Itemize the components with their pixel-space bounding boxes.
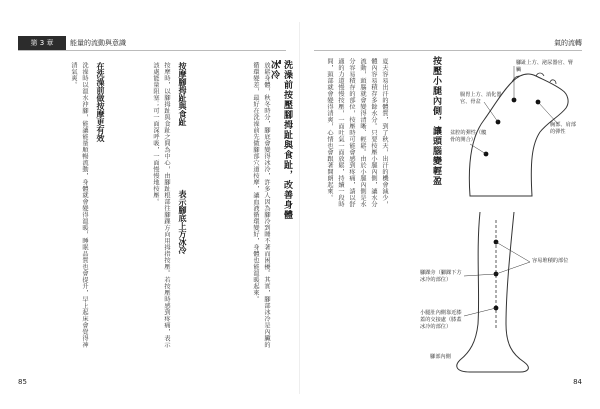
left-paragraph-2: 按摩時，以腳拇趾與食趾之間為中心，由腳趾根部往腳踝方向用拇指按壓。若按壓時感到疼痛，表示該處能量阻塞；可一面深呼吸，一面慢慢地按壓。 <box>152 62 170 348</box>
label-chest: 胸部、肩部的彈性 <box>550 122 576 135</box>
book-spread <box>18 22 582 394</box>
chapter-title: 能量的流動與意識 <box>70 39 126 47</box>
left-bold-2: 表示腳底上方冰冷 <box>178 190 187 254</box>
left-heading: 洗澡前按壓腳拇趾與食趾，改善身體冰冷 <box>269 60 292 220</box>
header-rule <box>18 50 286 51</box>
label-pelvis: 盆腔的彈性（髖骨的開合） <box>450 130 487 143</box>
left-page <box>18 22 300 394</box>
leg-illustration <box>440 212 580 377</box>
label-ankle: 腳踝旁（腳踝下方冰冷的部位） <box>420 270 462 283</box>
label-inner: 腳部內側 <box>430 354 451 360</box>
section-title: 氣的流轉 <box>554 39 582 47</box>
left-paragraph-1: 放鬆身體，秋冬時分，腳底會變得冰冷，許多人因為腳冷到睡不著而困擾。其實，腳部冰冷是內臟的循環變差，最好在洗澡前先做腳部穴道按摩，讓血液循環變好，身體也能溫暖起來。 <box>252 62 270 348</box>
heading-marker <box>279 60 281 64</box>
label-easy-hurt: 容易堆積的部位 <box>532 258 569 264</box>
label-toe-callout: 腳趾上方、泌尿器官、腎臟 <box>516 60 574 73</box>
right-heading: 按壓小腿內側，讓頭腦變輕盈 <box>431 56 441 186</box>
header-rule-right <box>314 50 582 51</box>
left-bold-1: 按摩腳拇趾與食趾 <box>178 62 187 126</box>
left-paragraph-3: 洗澡時以溫水沖腳，能讓能量順暢流動，身體就會變得溫暖，睡眠品質也會提升，早上起床會覺得神清氣爽。 <box>70 62 88 348</box>
left-page-number: 85 <box>18 378 27 386</box>
left-bold-3: 在洗澡前做按摩更有效 <box>96 62 105 142</box>
right-paragraph: 夏天容易出汗的體質，到了秋天，出汗的機會減少，體內容易積存多餘水分。只要按壓小腿內側，讓水分流動，頭腦就會變得清晰、輕鬆。由於小腿內側是水分容易積存的部位，按壓時可能會感到疼痛，請以舒適的力道慢慢按壓，一面吐氣一面放鬆，持續一段時間，頭部就會變得清爽，心情也會跟著開朗起來。 <box>326 58 388 208</box>
right-page-number: 84 <box>573 378 582 386</box>
label-calf: 小腿肚內側靠近膝蓋的交接處（膝蓋冰冷的部位） <box>420 310 462 330</box>
right-page <box>300 22 582 394</box>
label-digest: 腸胃上方、消化器官、骨盆 <box>460 92 502 105</box>
chapter-number: 第 3 章 <box>18 36 66 50</box>
